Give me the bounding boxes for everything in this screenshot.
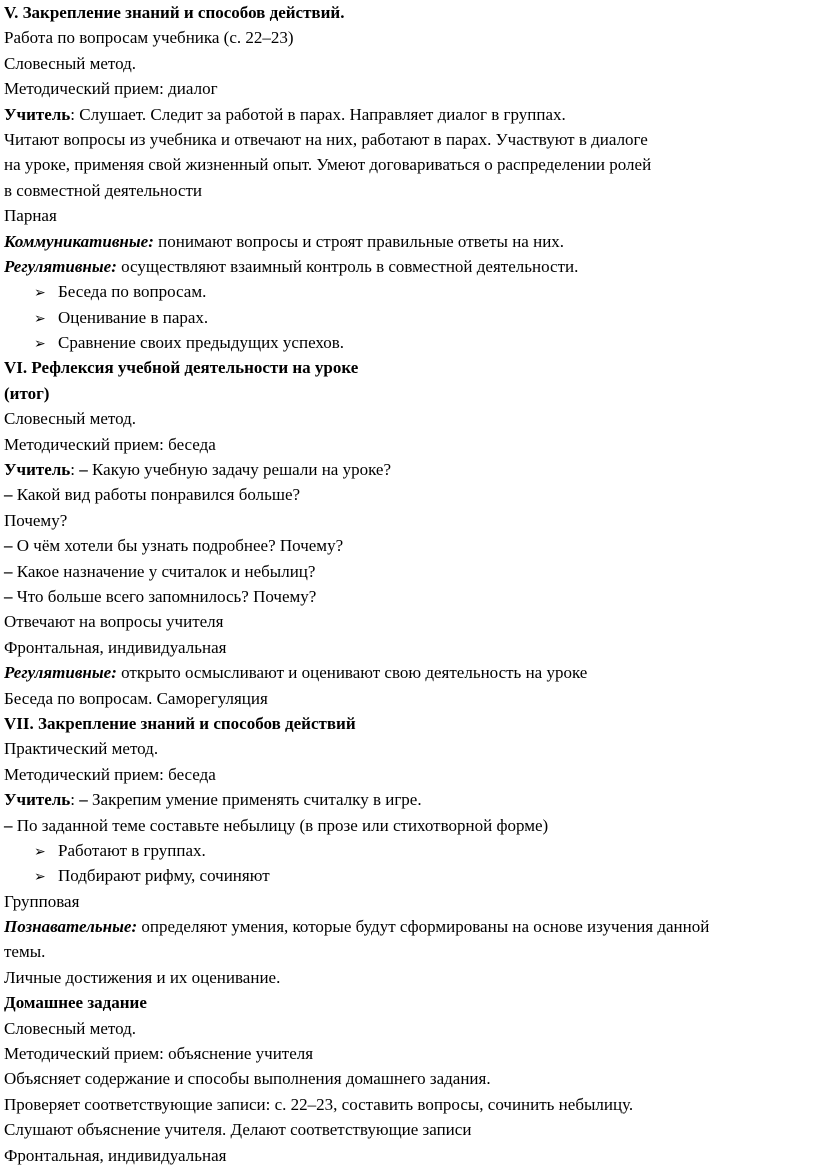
section-5-method: Словесный метод. (4, 53, 137, 73)
cognitive-text: определяют умения, которые будут сформированы на основе изучения данной (137, 917, 710, 937)
communicative-text: понимают вопросы и строят правильные ответы на них. (153, 231, 565, 251)
list-item-text: Подбирают рифму, сочиняют (58, 866, 270, 886)
arrow-bullet-icon: ➢ (34, 843, 46, 860)
question-text: Какую учебную задачу решали на уроке? (87, 460, 392, 480)
section-6-heading-cont: (итог) (4, 383, 50, 403)
section-7-result: Личные достижения и их оценивание. (4, 967, 281, 987)
teacher-text: Закрепим умение применять считалку в игре. (87, 790, 422, 810)
list-item (4, 305, 812, 330)
list-item (4, 279, 812, 304)
arrow-bullet-icon: ➢ (34, 285, 46, 302)
question-text: Что больше всего запомнилось? Почему? (12, 586, 317, 606)
question-text: О чём хотели бы узнать подробнее? Почему? (12, 536, 344, 556)
dash: – (4, 561, 13, 581)
arrow-bullet-icon: ➢ (34, 310, 46, 327)
section-5-heading: V. Закрепление знаний и способов действий. (4, 3, 345, 22)
section-5-textbook-work: Работа по вопросам учебника (с. 22–23) (4, 28, 294, 48)
section-5-students-line-3: в совместной деятельности (4, 180, 203, 200)
teacher-colon: : (70, 104, 76, 124)
homework-students: Слушают объяснение учителя. Делают соответствующие записи (4, 1120, 472, 1140)
dash: – (79, 790, 88, 810)
teacher-colon: : (70, 460, 76, 480)
teacher-colon: : (70, 790, 76, 810)
section-6-technique: Методический прием: беседа (4, 434, 216, 454)
homework-technique: Методический прием: объяснение учителя (4, 1044, 314, 1064)
regulatory-text: открыто осмысливают и оценивают свою деятельность на уроке (116, 663, 588, 683)
list-item-text: Работают в группах. (58, 840, 206, 860)
list-item (4, 330, 812, 355)
section-7-teacher (4, 787, 812, 812)
dash: – (4, 586, 13, 606)
arrow-bullet-icon: ➢ (34, 869, 46, 886)
dash: – (79, 460, 88, 480)
question-text: Какой вид работы понравился больше? (12, 485, 301, 505)
regulatory-text: осуществляют взаимный контроль в совместной деятельности. (116, 256, 579, 276)
section-6-form: Фронтальная, индивидуальная (4, 637, 227, 657)
section-5-technique: Методический прием: диалог (4, 79, 218, 99)
teacher-text: Слушает. Следит за работой в парах. Направляет диалог в группах. (75, 104, 566, 124)
homework-heading: Домашнее задание (4, 993, 147, 1013)
regulatory-label: Регулятивные: (4, 663, 117, 683)
dash: – (4, 536, 13, 556)
section-6-students: Отвечают на вопросы учителя (4, 612, 224, 632)
dash: – (4, 485, 13, 505)
section-6-question-2 (4, 482, 812, 507)
section-7-method: Практический метод. (4, 739, 159, 759)
section-7-heading: VII. Закрепление знаний и способов действий (4, 713, 356, 733)
question-text: Какое назначение у считалок и небылиц? (12, 561, 316, 581)
homework-teacher-1: Объясняет содержание и способы выполнения домашнего задания. (4, 1069, 491, 1089)
list-item-text: Оценивание в парах. (58, 307, 209, 327)
dash: – (4, 815, 13, 835)
section-7-form: Групповая (4, 891, 80, 911)
list-item (4, 863, 812, 888)
homework-method: Словесный метод. (4, 1018, 137, 1038)
section-7-cognitive-cont: темы. (4, 942, 46, 962)
teacher-label: Учитель (4, 104, 71, 124)
section-5-students-line-2: на уроке, применяя свой жизненный опыт. Умеют договариваться о распределении ролей (4, 155, 652, 175)
section-6-question-4 (4, 559, 812, 584)
cognitive-label: Познавательные: (4, 917, 138, 937)
section-6-method: Словесный метод. (4, 409, 137, 429)
homework-form: Фронтальная, индивидуальная (4, 1145, 227, 1165)
section-6-teacher (4, 457, 812, 482)
section-6-question-2-cont: Почему? (4, 510, 68, 530)
list-item-text: Беседа по вопросам. (58, 282, 207, 302)
teacher-label: Учитель (4, 460, 71, 480)
section-5-communicative (4, 229, 812, 254)
section-7-technique: Методический прием: беседа (4, 764, 216, 784)
section-6-heading: VI. Рефлексия учебной деятельности на уроке (4, 358, 359, 378)
section-6-regulatory (4, 660, 812, 685)
regulatory-label: Регулятивные: (4, 256, 117, 276)
section-7-task (4, 813, 812, 838)
homework-teacher-2: Проверяет соответствующие записи: с. 22–23, составить вопросы, сочинить небылицу. (4, 1094, 634, 1114)
arrow-bullet-icon: ➢ (34, 336, 46, 353)
section-5-students-line-1: Читают вопросы из учебника и отвечают на них, работают в парах. Участвуют в диалоге (4, 129, 648, 149)
section-6-question-5 (4, 584, 812, 609)
section-5-form: Парная (4, 206, 57, 226)
section-6-question-3 (4, 533, 812, 558)
section-5-teacher (4, 102, 812, 127)
task-text: По заданной теме составьте небылицу (в прозе или стихотворной форме) (12, 815, 549, 835)
section-5-regulatory (4, 254, 812, 279)
teacher-label: Учитель (4, 790, 71, 810)
list-item-text: Сравнение своих предыдущих успехов. (58, 333, 345, 353)
communicative-label: Коммуникативные: (4, 231, 154, 251)
section-7-cognitive (4, 914, 812, 939)
document-page (4, 0, 812, 1168)
section-6-control: Беседа по вопросам. Саморегуляция (4, 688, 268, 708)
list-item (4, 838, 812, 863)
